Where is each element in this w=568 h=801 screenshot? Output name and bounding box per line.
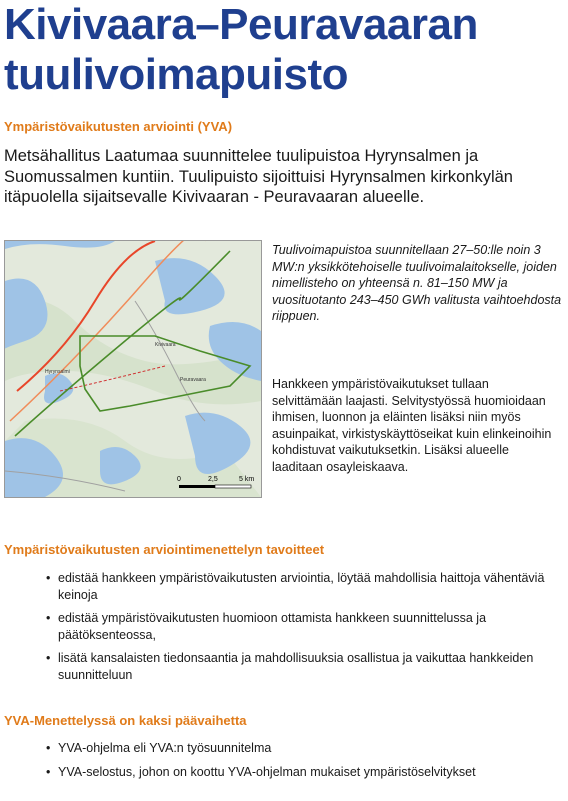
- list-item: [46, 740, 556, 757]
- list-item: [46, 650, 556, 683]
- title-line-2: tuulivoimapuisto: [4, 50, 348, 99]
- list-item-text: YVA-ohjelma eli YVA:n työsuunnitelma: [58, 741, 272, 755]
- bullet-icon: •: [46, 571, 51, 585]
- lead-paragraph: Metsähallitus Laatumaa suunnittelee tuulipuistoa Hyrynsalmen ja Suomussalmen kuntiin. Tuulipuisto sijoittuisi Hyrynsalmen kirkonkylän itäpuolella sijaitsevalle Kivivaaran - Peuravaaran alueelle.: [4, 147, 513, 206]
- project-map: [4, 240, 262, 498]
- title-line-1: Kivivaara–Peuravaaran: [4, 0, 478, 49]
- section-heading-yva: Ympäristövaikutusten arviointi (YVA): [4, 119, 233, 134]
- map-place-label-1: Hyrynsalmi: [45, 369, 70, 375]
- map-place-label-2: Kivivaara: [155, 342, 176, 348]
- scale-label-5km: 5 km: [239, 476, 255, 483]
- section-heading-goals: Ympäristövaikutusten arviointimenettelyn tavoitteet: [4, 542, 325, 557]
- list-item-text: edistää hankkeen ympäristövaikutusten arviointia, löytää mahdollisia haittoja vähentäviä keinoja: [58, 571, 545, 602]
- section-heading-phases: YVA-Menettelyssä on kaksi päävaihetta: [4, 713, 247, 728]
- scale-label-2-5: 2,5: [208, 476, 218, 483]
- map-graphic: [5, 241, 261, 497]
- goals-list: [46, 570, 556, 690]
- bullet-icon: •: [46, 764, 51, 779]
- scale-label-0: 0: [177, 476, 181, 483]
- list-item: [46, 610, 556, 643]
- map-place-label-3: Peuravaara: [180, 377, 206, 383]
- phases-list: [46, 740, 556, 787]
- page-title: [4, 0, 564, 100]
- list-item-text: YVA-selostus, johon on koottu YVA-ohjelman mukaiset ympäristöselvitykset: [58, 764, 476, 779]
- list-item: [46, 570, 556, 603]
- bullet-icon: •: [46, 611, 51, 625]
- list-item: [46, 764, 556, 781]
- bullet-icon: •: [46, 651, 51, 665]
- body-paragraph: Hankkeen ympäristövaikutukset tullaan selvittämään laajasti. Selvitystyössä huomioidaan ihmisen, luonnon ja eläinten lisäksi niin myös asuinpaikat, virkistyskäyttöseikat kuin elinkeinoihin kohdistuvat vaikutuksetkin. Lisäksi alueelle laaditaan osayleiskaava.: [272, 377, 552, 474]
- list-item-text: edistää ympäristövaikutusten huomioon ottamista hankkeen suunnittelussa ja päätöksenteossa,: [58, 611, 487, 642]
- bullet-icon: •: [46, 741, 51, 755]
- map-caption: Tuulivoimapuistoa suunnitellaan 27–50:lle noin 3 MW:n yksikkötehoiselle tuulivoimalaitokselle, joiden nimellisteho on yhteensä n. 81–150 MW ja vuosituotanto 243–450 GWh valitusta vaihtoehdosta riippuen.: [272, 243, 562, 323]
- list-item-text: lisätä kansalaisten tiedonsaantia ja mahdollisuuksia osallistua ja vaikuttaa hankkeiden suunnitteluun: [58, 651, 534, 682]
